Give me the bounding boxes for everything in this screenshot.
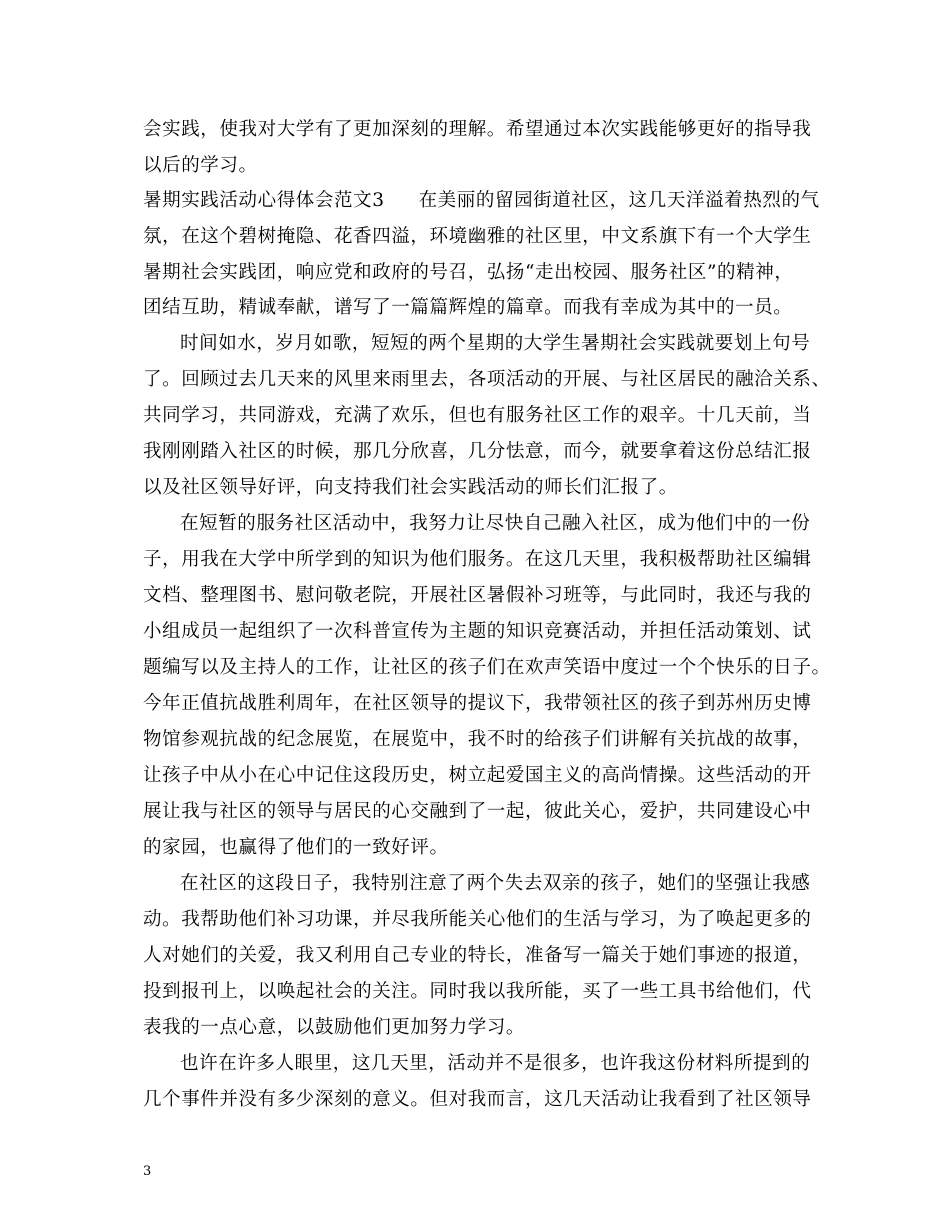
- paragraph-first-line: 也许在许多人眼里，这几天里，活动并不是很多，也许我这份材料所提到的: [180, 1053, 811, 1074]
- text-line: 几个事件并没有多少深刻的意义。但对我而言，这几天活动让我看到了社区领导: [143, 1089, 812, 1110]
- text-line: 动。我帮助他们补习功课，并尽我所能关心他们的生活与学习，为了唤起更多的: [143, 909, 812, 930]
- text-line: 团结互助，精诚奉献，谱写了一篇篇辉煌的篇章。而我有幸成为其中的一员。: [143, 297, 793, 318]
- text-line: 表我的一点心意，以鼓励他们更加努力学习。: [143, 1017, 526, 1038]
- text-line: 的家园，也赢得了他们的一致好评。: [143, 837, 449, 858]
- text-line: 暑期社会实践团，响应党和政府的号召，弘扬“走出校园、服务社区”的精神，: [143, 262, 794, 283]
- text-line: 共同学习，共同游戏，充满了欢乐，但也有服务社区工作的艰辛。十几天前，当: [143, 405, 812, 426]
- text-line: [143, 190, 820, 212]
- text-line-segment: 在美丽的留园街道社区，这几天洋溢着热烈的气: [418, 190, 820, 211]
- text-line: 了。回顾过去几天来的风里来雨里去，各项活动的开展、与社区居民的融洽关系、: [143, 369, 831, 390]
- text-line: 今年正值抗战胜利周年，在社区领导的提议下，我带领社区的孩子到苏州历史博: [143, 693, 812, 714]
- text-line: 氛，在这个碧树掩隐、花香四溢，环境幽雅的社区里，中文系旗下有一个大学生: [143, 226, 812, 247]
- page-number: 3: [143, 1164, 152, 1179]
- text-line: 子，用我在大学中所学到的知识为他们服务。在这几天里，我积极帮助社区编辑: [143, 549, 812, 570]
- text-line: 小组成员一起组织了一次科普宣传为主题的知识竞赛活动，并担任活动策划、试: [143, 621, 812, 642]
- text-line: 会实践，使我对大学有了更加深刻的理解。希望通过本次实践能够更好的指导我: [143, 119, 812, 140]
- paragraph-first-line: 在社区的这段日子，我特别注意了两个失去双亲的孩子，她们的坚强让我感: [180, 873, 811, 894]
- paragraph-first-line: 在短暂的服务社区活动中，我努力让尽快自己融入社区，成为他们中的一份: [180, 513, 811, 534]
- text-line: 投到报刊上，以唤起社会的关注。同时我以我所能，买了一些工具书给他们，代: [143, 981, 812, 1002]
- text-line: 以及社区领导好评，向支持我们社会实践活动的师长们汇报了。: [143, 477, 678, 498]
- text-line: 以后的学习。: [143, 155, 258, 176]
- section-heading: 暑期实践活动心得体会范文3: [143, 190, 385, 211]
- paragraph-first-line: 时间如水，岁月如歌，短短的两个星期的大学生暑期社会实践就要划上句号: [180, 333, 811, 354]
- text-line: 人对她们的关爱，我又利用自己专业的特长，准备写一篇关于她们事迹的报道，: [143, 945, 812, 966]
- text-line: 我刚刚踏入社区的时候，那几分欣喜，几分怯意，而今，就要拿着这份总结汇报: [143, 441, 812, 462]
- text-line: 让孩子中从小在心中记住这段历史，树立起爱国主义的高尚情操。这些活动的开: [143, 765, 812, 786]
- text-line: 文档、整理图书、慰问敬老院，开展社区暑假补习班等，与此同时，我还与我的: [143, 585, 812, 606]
- text-line: 物馆参观抗战的纪念展览，在展览中，我不时的给孩子们讲解有关抗战的故事，: [143, 729, 812, 750]
- text-line: 题编写以及主持人的工作，让社区的孩子们在欢声笑语中度过一个个快乐的日子。: [143, 657, 831, 678]
- text-line: 展让我与社区的领导与居民的心交融到了一起，彼此关心，爱护，共同建设心中: [143, 801, 812, 822]
